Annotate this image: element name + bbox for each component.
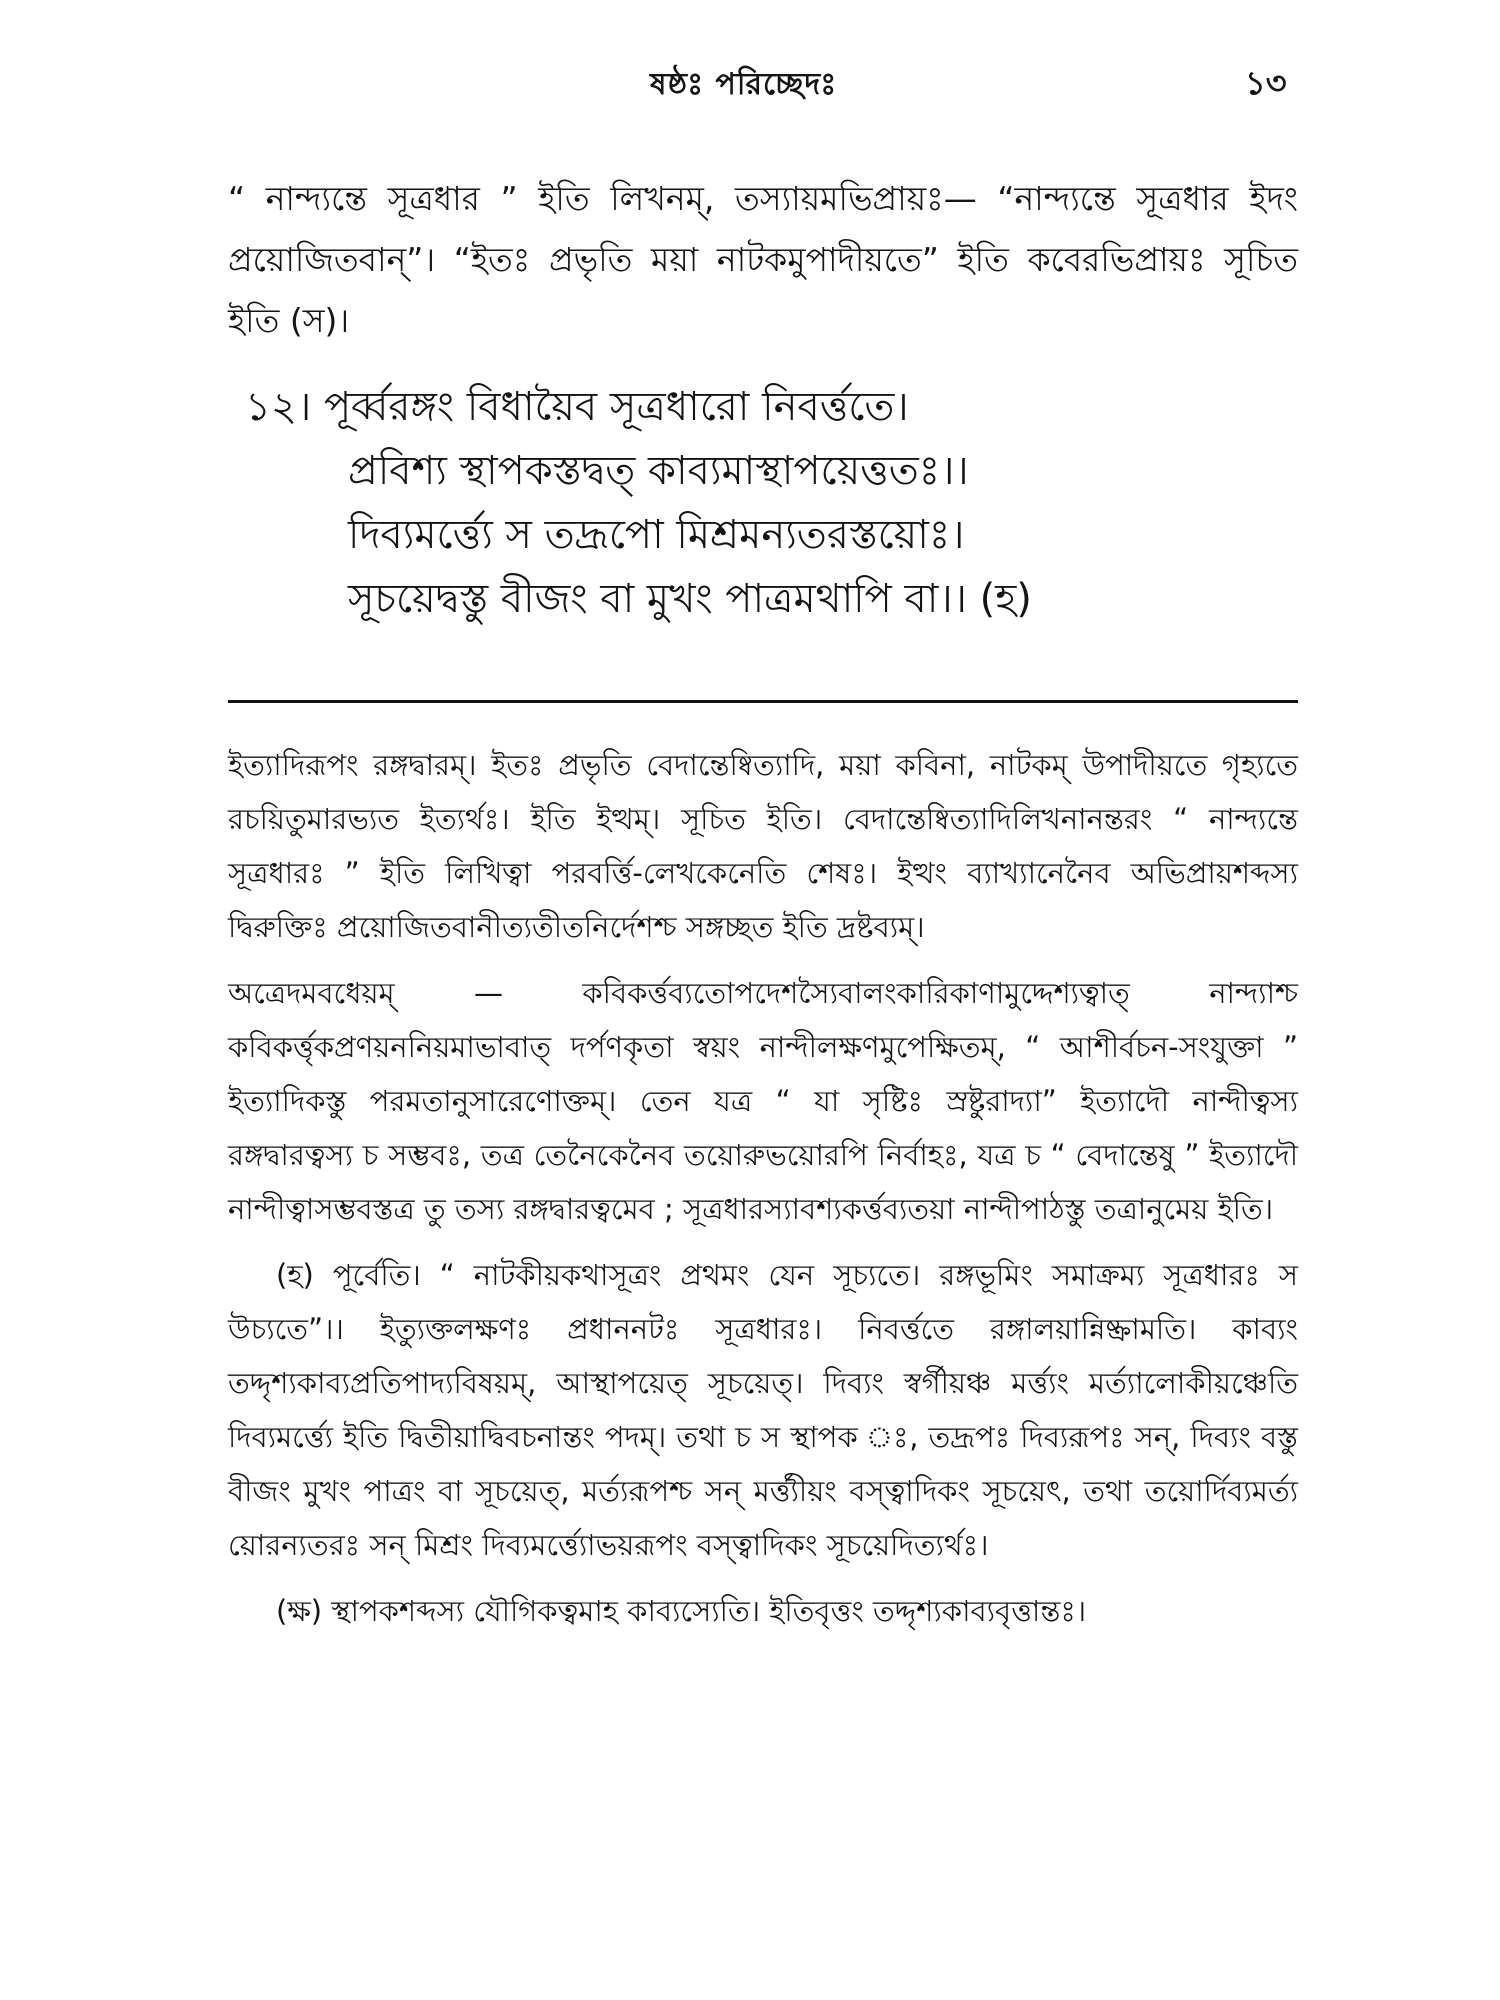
intro-paragraph-block <box>228 168 1298 351</box>
verse-line-3: দিব্যমর্ত্ত্যে স তদ্রূপো মিশ্রমন্যতরস্তয়োঃ। <box>348 512 965 558</box>
footnote-divider <box>228 700 1298 703</box>
running-title: ষষ্ঠঃ পরিচ্ছেদঃ <box>650 67 838 102</box>
commentary-paragraph-1: ইত্যাদিরূপং রঙ্গদ্বারম্। ইতঃ প্রভৃতি বেদান্তেষ্বিত্যাদি, ময়া কবিনা, নাটকম্ উপাদীয়তে গৃহ্যতে রচয়িতুমারভ্যত ইত্যর্থঃ। ইতি ইত্থম্। সূচিত ইতি। বেদান্তেষ্বিত্যাদিলিখনানন্তরং “ নান্দ্যন্তে সূত্রধারঃ ” ইতি লিখিত্বা পরবর্ত্তি-লেখকেনেতি শেষঃ। ইত্থং ব্যাখ্যানেনৈব অভিপ্রায়শব্দস্য দ্বিরুক্তিঃ প্রয়োজিতবানীত্যতীতনির্দেশশ্চ সঙ্গচ্ছত ইতি দ্রষ্টব্যম্। <box>228 748 1298 944</box>
verse-line-1: ১২। পূর্ব্বরঙ্গং বিধায়ৈব সূত্রধারো নিবর্ত্ততে। <box>245 384 909 430</box>
commentary-note-ha: (হ) পূর্বেতি। “ নাটকীয়কথাসূত্রং প্রথমং যেন সূচ্যতে। রঙ্গভূমিং সমাক্রম্য সূত্রধারঃ স উচ্যতে”।। ইত্যুক্তলক্ষণঃ প্রধাননটঃ সূত্রধারঃ। নিবর্ত্ততে রঙ্গালয়ান্নিষ্ক্রামতি। কাব্যং তদ্দৃশ্যকাব্যপ্রতিপাদ্যবিষয়ম্, আস্থাপয়েত্ সূচয়েত্। দিব্যং স্বর্গীয়ঞ্চ মর্ত্ত্যং মর্ত্যালোকীয়ঞ্চেতি দিব্যমর্ত্ত্যে ইতি দ্বিতীয়াদ্বিবচনান্তং পদম্। তথা চ স স্থাপক ঃ, তদ্রূপঃ দিব্যরূপঃ সন্, দিব্যং বস্তু বীজং মুখং পাত্রং বা সূচয়েত্, মর্ত্যরূপশ্চ সন্ মর্ত্ত্যীয়ং বস্ত্বাদিকং সূচয়েৎ, তথা তয়োর্দিব্যমর্ত্য য়োরন্যতরঃ সন্ মিশ্রং দিব্যমর্ত্ত্যোভয়রূপং বস্ত্বাদিকং সূচয়েদিত্যর্থঃ। <box>228 1258 1298 1562</box>
verse-block <box>245 375 1245 631</box>
verse-line-4: সূচয়েদ্বস্তু বীজং বা মুখং পাত্রমথাপি বা।। (হ) <box>348 576 1032 622</box>
commentary-block <box>228 738 1298 1650</box>
intro-paragraph: “ নান্দ্যন্তে সূত্রধার ” ইতি লিখনম্, তস্যায়মভিপ্রায়ঃ— “নান্দ্যন্তে সূত্রধার ইদং প্রয়োজিতবান্”। “ইতঃ প্রভৃতি ময়া নাটকমুপাদীয়তে” ইতি কবেরভিপ্রায়ঃ সূচিত ইতি (স)। <box>228 179 1298 340</box>
commentary-note-ksha: (ক্ষ) স্থাপকশব্দস্য যৌগিকত্বমাহ কাব্যস্যেতি। ইতিবৃত্তং তদ্দৃশ্যকাব্যবৃত্তান্তঃ। <box>276 1594 1087 1628</box>
commentary-paragraph-2: অত্রেদমবধেয়ম্ — কবিকর্ত্তব্যতোপদেশস্যৈবালংকারিকাণামুদ্দেশ্যত্বাত্ নান্দ্যাশ্চ কবিকর্ত্তৃকপ্রণয়ননিয়মাভাবাত্ দর্পণকৃতা স্বয়ং নান্দীলক্ষণমুপেক্ষিতম্, “ আশীর্বচন-সংযুক্তা ” ইত্যাদিকস্তু পরমতানুসারেণোক্তম্। তেন যত্র “ যা সৃষ্টিঃ স্রষ্টুরাদ্যা” ইত্যাদৌ নান্দীত্বস্য রঙ্গদ্বারত্বস্য চ সম্ভবঃ, তত্র তেনৈকেনৈব তয়োরুভয়োরপি নির্বাহঃ, যত্র চ “ বেদান্তেষু ” ইত্যাদৌ নান্দীত্বাসম্ভবস্তত্র তু তস্য রঙ্গদ্বারত্বমেব ; সূত্রধারস্যাবশ্যকর্ত্তব্যতয়া নান্দীপাঠস্তু তত্রানুমেয় ইতি। <box>228 976 1298 1226</box>
page-number: ১৩ <box>1245 64 1287 102</box>
verse-line-2: প্রবিশ্য স্থাপকস্তদ্বত্ কাব্যমাস্থাপয়েত্ততঃ।। <box>348 448 969 494</box>
